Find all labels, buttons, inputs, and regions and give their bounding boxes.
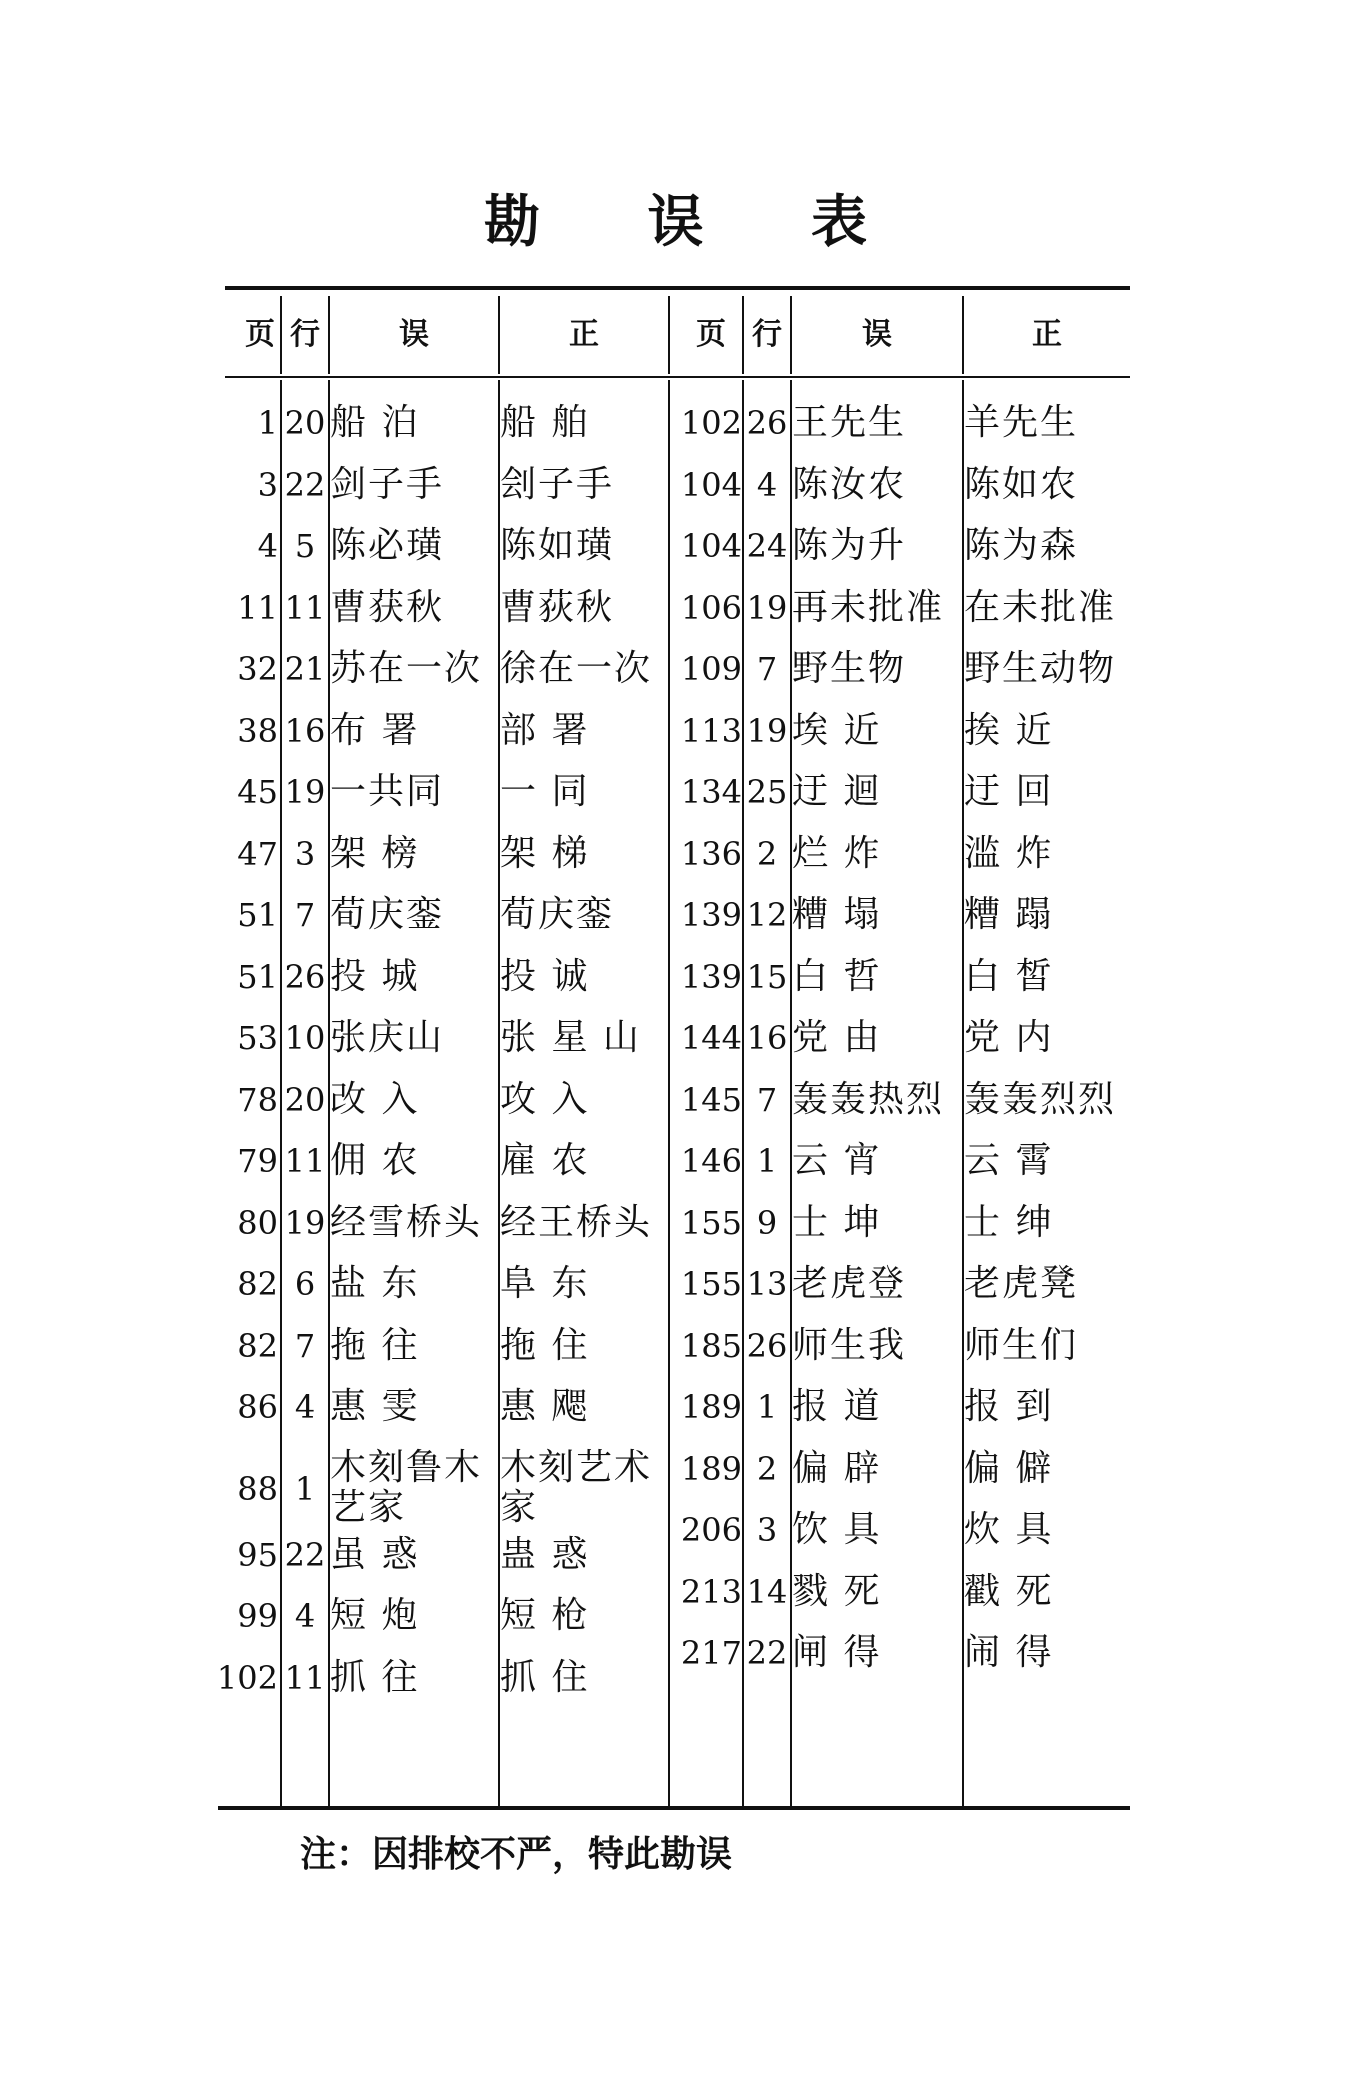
page-number: 146 xyxy=(680,1142,742,1180)
page-number: 1 xyxy=(257,404,278,442)
wrong-text: 云 宵 xyxy=(792,1140,882,1181)
page-number: 185 xyxy=(680,1326,742,1365)
page-number: 82 xyxy=(237,1326,278,1365)
correct-text: 云 霄 xyxy=(964,1140,1054,1181)
correct-text: 蛊 惑 xyxy=(500,1533,590,1575)
correct-text: 野生动物 xyxy=(964,648,1117,689)
wrong-text: 虽 惑 xyxy=(330,1533,420,1575)
correct-text: 攻 入 xyxy=(500,1078,590,1120)
page-number: 102 xyxy=(216,1658,278,1697)
line-number: 20 xyxy=(284,1080,326,1119)
wrong-text: 白 哲 xyxy=(792,955,882,997)
column-divider xyxy=(668,380,670,1806)
line-number: 3 xyxy=(294,834,316,873)
wrong-text: 饮 具 xyxy=(792,1509,882,1550)
correct-text: 木刻艺术家 xyxy=(500,1446,653,1528)
header-line: 行 xyxy=(290,317,320,352)
correct-text: 报 到 xyxy=(964,1386,1054,1427)
page-number: 144 xyxy=(680,1019,742,1057)
correct-text: 船 舶 xyxy=(500,402,590,443)
correct-text: 张 星 山 xyxy=(500,1017,641,1058)
correct-text: 老虎凳 xyxy=(964,1263,1079,1304)
line-number: 22 xyxy=(746,1634,788,1672)
page-number: 51 xyxy=(237,957,278,996)
correct-text: 抓 住 xyxy=(500,1656,590,1698)
page-number: 217 xyxy=(680,1634,742,1672)
correct-text: 陈如农 xyxy=(964,463,1079,505)
page-number: 3 xyxy=(257,465,278,504)
page-number: 136 xyxy=(680,834,742,873)
footnote: 注：因排校不严，特此勘误 xyxy=(300,1833,733,1875)
line-number: 6 xyxy=(294,1265,316,1303)
correct-text: 糟 蹋 xyxy=(964,894,1054,935)
correct-text: 荀庆銮 xyxy=(500,894,615,935)
page-number: 189 xyxy=(680,1388,742,1426)
correct-text: 徐在一次 xyxy=(500,648,653,689)
wrong-text: 张庆山 xyxy=(330,1017,445,1058)
wrong-text: 陈汝农 xyxy=(792,463,907,505)
header-rule xyxy=(225,376,1130,378)
wrong-text: 佣 农 xyxy=(330,1140,420,1181)
correct-text: 一 同 xyxy=(500,771,590,812)
correct-text: 羊先生 xyxy=(964,402,1079,443)
wrong-text: 拖 往 xyxy=(330,1324,420,1366)
page-number: 78 xyxy=(237,1080,278,1119)
line-number: 16 xyxy=(284,711,326,750)
wrong-text: 士 坤 xyxy=(792,1201,882,1243)
page-number: 104 xyxy=(680,465,742,504)
line-number: 12 xyxy=(746,896,788,934)
wrong-text: 改 入 xyxy=(330,1078,420,1120)
line-number: 7 xyxy=(294,896,316,934)
page-number: 113 xyxy=(680,711,742,750)
wrong-text: 党 由 xyxy=(792,1017,882,1058)
header-wrong: 误 xyxy=(399,317,429,352)
line-number: 25 xyxy=(746,773,788,811)
line-number: 9 xyxy=(756,1203,778,1242)
line-number: 26 xyxy=(284,957,326,996)
table-top-rule xyxy=(225,286,1130,290)
correct-text: 白 皙 xyxy=(964,955,1054,997)
line-number: 11 xyxy=(284,1142,326,1180)
line-number: 5 xyxy=(294,527,316,565)
correct-text: 在未批准 xyxy=(964,586,1117,628)
wrong-text: 盐 东 xyxy=(330,1263,420,1304)
table-bottom-rule xyxy=(218,1806,1130,1810)
correct-text: 短 枪 xyxy=(500,1595,590,1636)
header-right: 正 xyxy=(1032,317,1062,352)
page-number: 79 xyxy=(237,1142,278,1180)
page-number: 189 xyxy=(680,1449,742,1488)
wrong-text: 经雪桥头 xyxy=(330,1201,483,1243)
wrong-text: 闸 得 xyxy=(792,1632,882,1673)
correct-text: 曹荻秋 xyxy=(500,586,615,628)
page-number: 139 xyxy=(680,896,742,934)
line-number: 1 xyxy=(756,1142,778,1180)
wrong-text: 曹获秋 xyxy=(330,586,445,628)
wrong-text: 报 道 xyxy=(792,1386,882,1427)
correct-text: 挨 近 xyxy=(964,709,1054,751)
correct-text: 偏 僻 xyxy=(964,1447,1054,1489)
page-number: 86 xyxy=(237,1388,278,1426)
page-title: 勘 误 表 xyxy=(484,189,911,255)
correct-text: 陈为森 xyxy=(964,525,1079,566)
header-line: 行 xyxy=(752,317,782,352)
page-number: 45 xyxy=(237,773,278,811)
line-number: 7 xyxy=(756,650,778,688)
line-number: 3 xyxy=(756,1511,778,1549)
correct-text: 滥 炸 xyxy=(964,832,1054,874)
page-number: 139 xyxy=(680,957,742,996)
wrong-text: 苏在一次 xyxy=(330,648,483,689)
correct-text: 炊 具 xyxy=(964,1509,1054,1550)
wrong-text: 师生我 xyxy=(792,1324,907,1366)
page-number: 155 xyxy=(680,1265,742,1303)
correct-text: 架 梯 xyxy=(500,832,590,874)
page-number: 32 xyxy=(237,650,278,688)
correct-text: 戳 死 xyxy=(964,1570,1054,1612)
wrong-text: 轰轰热烈 xyxy=(792,1078,945,1120)
wrong-text: 木刻鲁木艺家 xyxy=(330,1446,483,1528)
header-page: 页 xyxy=(696,317,726,352)
line-number: 26 xyxy=(746,404,788,442)
correct-text: 经王桥头 xyxy=(500,1201,653,1243)
line-number: 1 xyxy=(294,1469,316,1508)
line-number: 22 xyxy=(284,465,326,504)
wrong-text: 荀庆銮 xyxy=(330,894,445,935)
page-number: 95 xyxy=(237,1535,278,1574)
page-number: 11 xyxy=(237,588,278,627)
page-number: 47 xyxy=(237,834,278,873)
page-number: 4 xyxy=(257,527,278,565)
page-number: 99 xyxy=(237,1597,278,1635)
correct-text: 士 绅 xyxy=(964,1201,1054,1243)
wrong-text: 糟 塌 xyxy=(792,894,882,935)
line-number: 19 xyxy=(746,588,788,627)
wrong-text: 烂 炸 xyxy=(792,832,882,874)
page-number: 155 xyxy=(680,1203,742,1242)
line-number: 13 xyxy=(746,1265,788,1303)
wrong-text: 迂 迴 xyxy=(792,771,882,812)
page-number: 53 xyxy=(237,1019,278,1057)
line-number: 11 xyxy=(284,588,326,627)
correct-text: 陈如璜 xyxy=(500,525,615,566)
header-page: 页 xyxy=(245,317,275,352)
line-number: 4 xyxy=(294,1388,316,1426)
line-number: 2 xyxy=(756,834,778,873)
line-number: 10 xyxy=(284,1019,326,1057)
correct-text: 闹 得 xyxy=(964,1632,1054,1673)
line-number: 7 xyxy=(294,1326,316,1365)
line-number: 11 xyxy=(284,1658,326,1697)
line-number: 26 xyxy=(746,1326,788,1365)
correct-text: 投 诚 xyxy=(500,955,590,997)
wrong-text: 老虎登 xyxy=(792,1263,907,1304)
line-number: 22 xyxy=(284,1535,326,1574)
page-number: 104 xyxy=(680,527,742,565)
page-number: 106 xyxy=(680,588,742,627)
line-number: 16 xyxy=(746,1019,788,1057)
wrong-text: 戮 死 xyxy=(792,1570,882,1612)
wrong-text: 陈必璜 xyxy=(330,525,445,566)
line-number: 1 xyxy=(756,1388,778,1426)
header-right: 正 xyxy=(569,317,599,352)
wrong-text: 架 榜 xyxy=(330,832,420,874)
wrong-text: 野生物 xyxy=(792,648,907,689)
line-number: 19 xyxy=(746,711,788,750)
correct-text: 雇 农 xyxy=(500,1140,590,1181)
page-number: 206 xyxy=(680,1511,742,1549)
correct-text: 轰轰烈烈 xyxy=(964,1078,1117,1120)
header-wrong: 误 xyxy=(862,317,892,352)
correct-text: 惠 飔 xyxy=(500,1386,590,1427)
correct-text: 拖 住 xyxy=(500,1324,590,1366)
line-number: 4 xyxy=(756,465,778,504)
wrong-text: 一共同 xyxy=(330,771,445,812)
wrong-text: 陈为升 xyxy=(792,525,907,566)
line-number: 19 xyxy=(284,773,326,811)
page-number: 88 xyxy=(237,1469,278,1508)
line-number: 24 xyxy=(746,527,788,565)
page-number: 134 xyxy=(680,773,742,811)
header-divider xyxy=(668,296,670,374)
wrong-text: 布 署 xyxy=(330,709,420,751)
page-number: 38 xyxy=(237,711,278,750)
wrong-text: 短 炮 xyxy=(330,1595,420,1636)
wrong-text: 船 泊 xyxy=(330,402,420,443)
page-number: 51 xyxy=(237,896,278,934)
wrong-text: 偏 辟 xyxy=(792,1447,882,1489)
page-number: 145 xyxy=(680,1080,742,1119)
page-number: 109 xyxy=(680,650,742,688)
wrong-text: 惠 雯 xyxy=(330,1386,420,1427)
correct-text: 刽子手 xyxy=(500,463,615,505)
page-number: 82 xyxy=(237,1265,278,1303)
page-number: 213 xyxy=(680,1572,742,1611)
wrong-text: 埃 近 xyxy=(792,709,882,751)
page-number: 80 xyxy=(237,1203,278,1242)
wrong-text: 再未批准 xyxy=(792,586,945,628)
line-number: 20 xyxy=(284,404,326,442)
wrong-text: 投 城 xyxy=(330,955,420,997)
correct-text: 阜 东 xyxy=(500,1263,590,1304)
line-number: 7 xyxy=(756,1080,778,1119)
correct-text: 部 署 xyxy=(500,709,590,751)
line-number: 15 xyxy=(746,957,788,996)
correct-text: 师生们 xyxy=(964,1324,1079,1366)
wrong-text: 王先生 xyxy=(792,402,907,443)
line-number: 4 xyxy=(294,1597,316,1635)
line-number: 14 xyxy=(746,1572,788,1611)
correct-text: 党 内 xyxy=(964,1017,1054,1058)
line-number: 19 xyxy=(284,1203,326,1242)
line-number: 2 xyxy=(756,1449,778,1488)
correct-text: 迂 回 xyxy=(964,771,1054,812)
wrong-text: 剑子手 xyxy=(330,463,445,505)
line-number: 21 xyxy=(284,650,326,688)
page-number: 102 xyxy=(680,404,742,442)
wrong-text: 抓 往 xyxy=(330,1656,420,1698)
